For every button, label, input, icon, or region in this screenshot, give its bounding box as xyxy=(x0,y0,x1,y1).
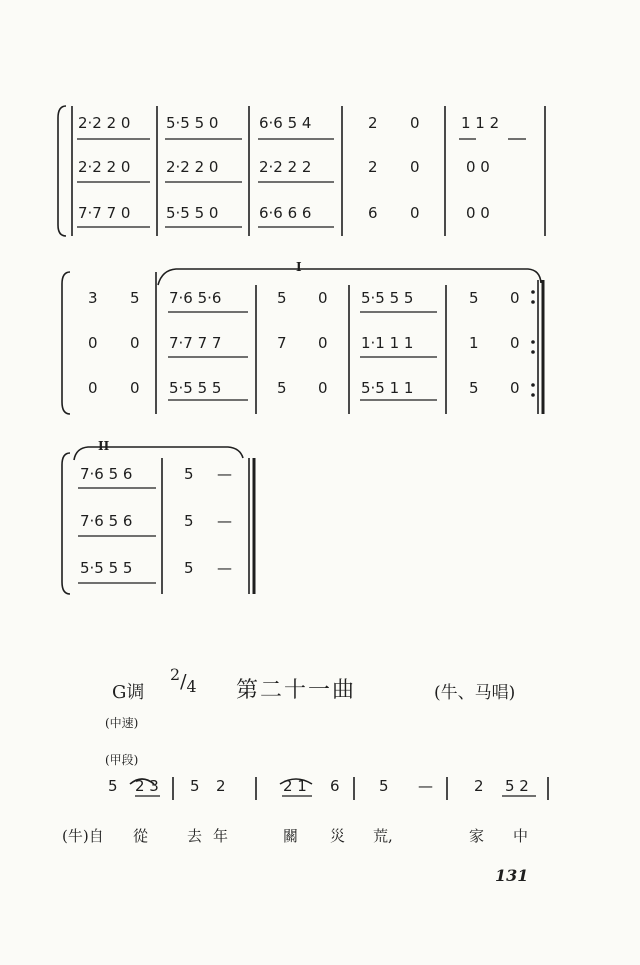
note-group: — xyxy=(217,512,232,530)
note-group: 0 0 xyxy=(466,204,490,222)
note-group: 5·5 5 0 xyxy=(166,204,219,222)
melody-note: — xyxy=(418,777,433,795)
note-group: 7·7 7 0 xyxy=(78,204,131,222)
note-group: 0 xyxy=(318,379,328,397)
note-group: 5 xyxy=(469,379,479,397)
note-group: 0 xyxy=(410,158,420,176)
note-group: 0 xyxy=(318,334,328,352)
melody-note: 5 xyxy=(379,777,389,795)
melody-note: 5 xyxy=(190,777,200,795)
melody-note: 2 3 xyxy=(135,777,159,795)
melody-note: 5 xyxy=(108,777,118,795)
note-group: 0 xyxy=(88,334,98,352)
singers-note: (牛、马唱) xyxy=(434,683,516,703)
time-signature-denominator: 4 xyxy=(186,677,197,697)
page-number: 131 xyxy=(495,866,529,885)
note-group: 7·6 5·6 xyxy=(169,289,222,307)
note-group: 3 xyxy=(88,289,98,307)
note-group: 7·6 5 6 xyxy=(80,465,133,483)
note-group: 5 xyxy=(184,559,194,577)
melody-note: 5 2 xyxy=(505,777,529,795)
note-group: 1 xyxy=(469,334,479,352)
melody-note: 6 xyxy=(330,777,340,795)
lyric-syllable: 年 xyxy=(213,827,229,845)
note-group: 1·1 1 1 xyxy=(361,334,414,352)
note-group: 6·6 6 6 xyxy=(259,204,312,222)
note-group: 0 xyxy=(130,379,140,397)
note-group: 0 xyxy=(510,289,520,307)
lyric-syllable: 荒, xyxy=(373,827,393,845)
note-group: 0 xyxy=(410,114,420,132)
note-group: 6 xyxy=(368,204,378,222)
note-group: 5 xyxy=(184,465,194,483)
tempo-marking: (中速) xyxy=(105,716,139,730)
lyric-syllable: 關 xyxy=(283,827,299,845)
note-group: 0 xyxy=(510,334,520,352)
section-marking: (甲段) xyxy=(105,753,139,767)
note-group: 5·5 5 5 xyxy=(80,559,133,577)
volta-two-label: II xyxy=(98,439,110,453)
lyric-syllable: 中 xyxy=(513,827,529,845)
volta-one-label: I xyxy=(296,260,302,274)
note-group: 2 xyxy=(368,158,378,176)
system3-brace xyxy=(62,453,70,594)
time-signature: $^2/_4$ xyxy=(170,665,197,697)
note-group: 5 xyxy=(277,379,287,397)
note-group: 7·6 5 6 xyxy=(80,512,133,530)
note-group: 1 1 2 xyxy=(461,114,500,132)
note-group: 7·7 7 7 xyxy=(169,334,222,352)
repeat-dots xyxy=(531,290,535,397)
key-signature: G调 xyxy=(112,682,145,703)
melody-note: 2 xyxy=(216,777,226,795)
note-group: 6·6 5 4 xyxy=(259,114,312,132)
note-group: 0 0 xyxy=(466,158,490,176)
song-title: 第二十一曲 xyxy=(236,678,357,703)
note-group: 5 xyxy=(184,512,194,530)
note-group: 2·2 2 0 xyxy=(166,158,219,176)
lyric-syllable: 家 xyxy=(469,827,485,845)
note-group: 7 xyxy=(277,334,287,352)
note-group: 5 xyxy=(277,289,287,307)
note-group: 5·5 5 0 xyxy=(166,114,219,132)
lyric-syllable: 去 xyxy=(187,827,203,845)
note-group: 5·5 5 5 xyxy=(169,379,222,397)
note-group: — xyxy=(217,465,232,483)
note-group: 2·2 2 0 xyxy=(78,158,131,176)
note-group: 2·2 2 0 xyxy=(78,114,131,132)
system2-brace xyxy=(62,272,70,414)
note-group: 5 xyxy=(469,289,479,307)
note-group: 2·2 2 2 xyxy=(259,158,312,176)
melody-note: 2 xyxy=(474,777,484,795)
volta-one-bracket xyxy=(158,269,541,285)
note-group: 0 xyxy=(510,379,520,397)
note-group: 0 xyxy=(318,289,328,307)
note-group: — xyxy=(217,559,232,577)
note-group: 5·5 5 5 xyxy=(361,289,414,307)
system1-brace xyxy=(58,106,66,236)
note-group: 0 xyxy=(410,204,420,222)
note-group: 0 xyxy=(88,379,98,397)
note-group: 5 xyxy=(130,289,140,307)
note-group: 0 xyxy=(130,334,140,352)
note-group: 5·5 1 1 xyxy=(361,379,414,397)
melody-note: 2 1 xyxy=(283,777,307,795)
note-group: 2 xyxy=(368,114,378,132)
lyric-syllable: (牛)自 xyxy=(62,827,104,845)
lyric-syllable: 災 xyxy=(330,827,346,845)
lyric-syllable: 從 xyxy=(133,827,149,845)
time-signature-numerator: 2 xyxy=(170,665,181,684)
